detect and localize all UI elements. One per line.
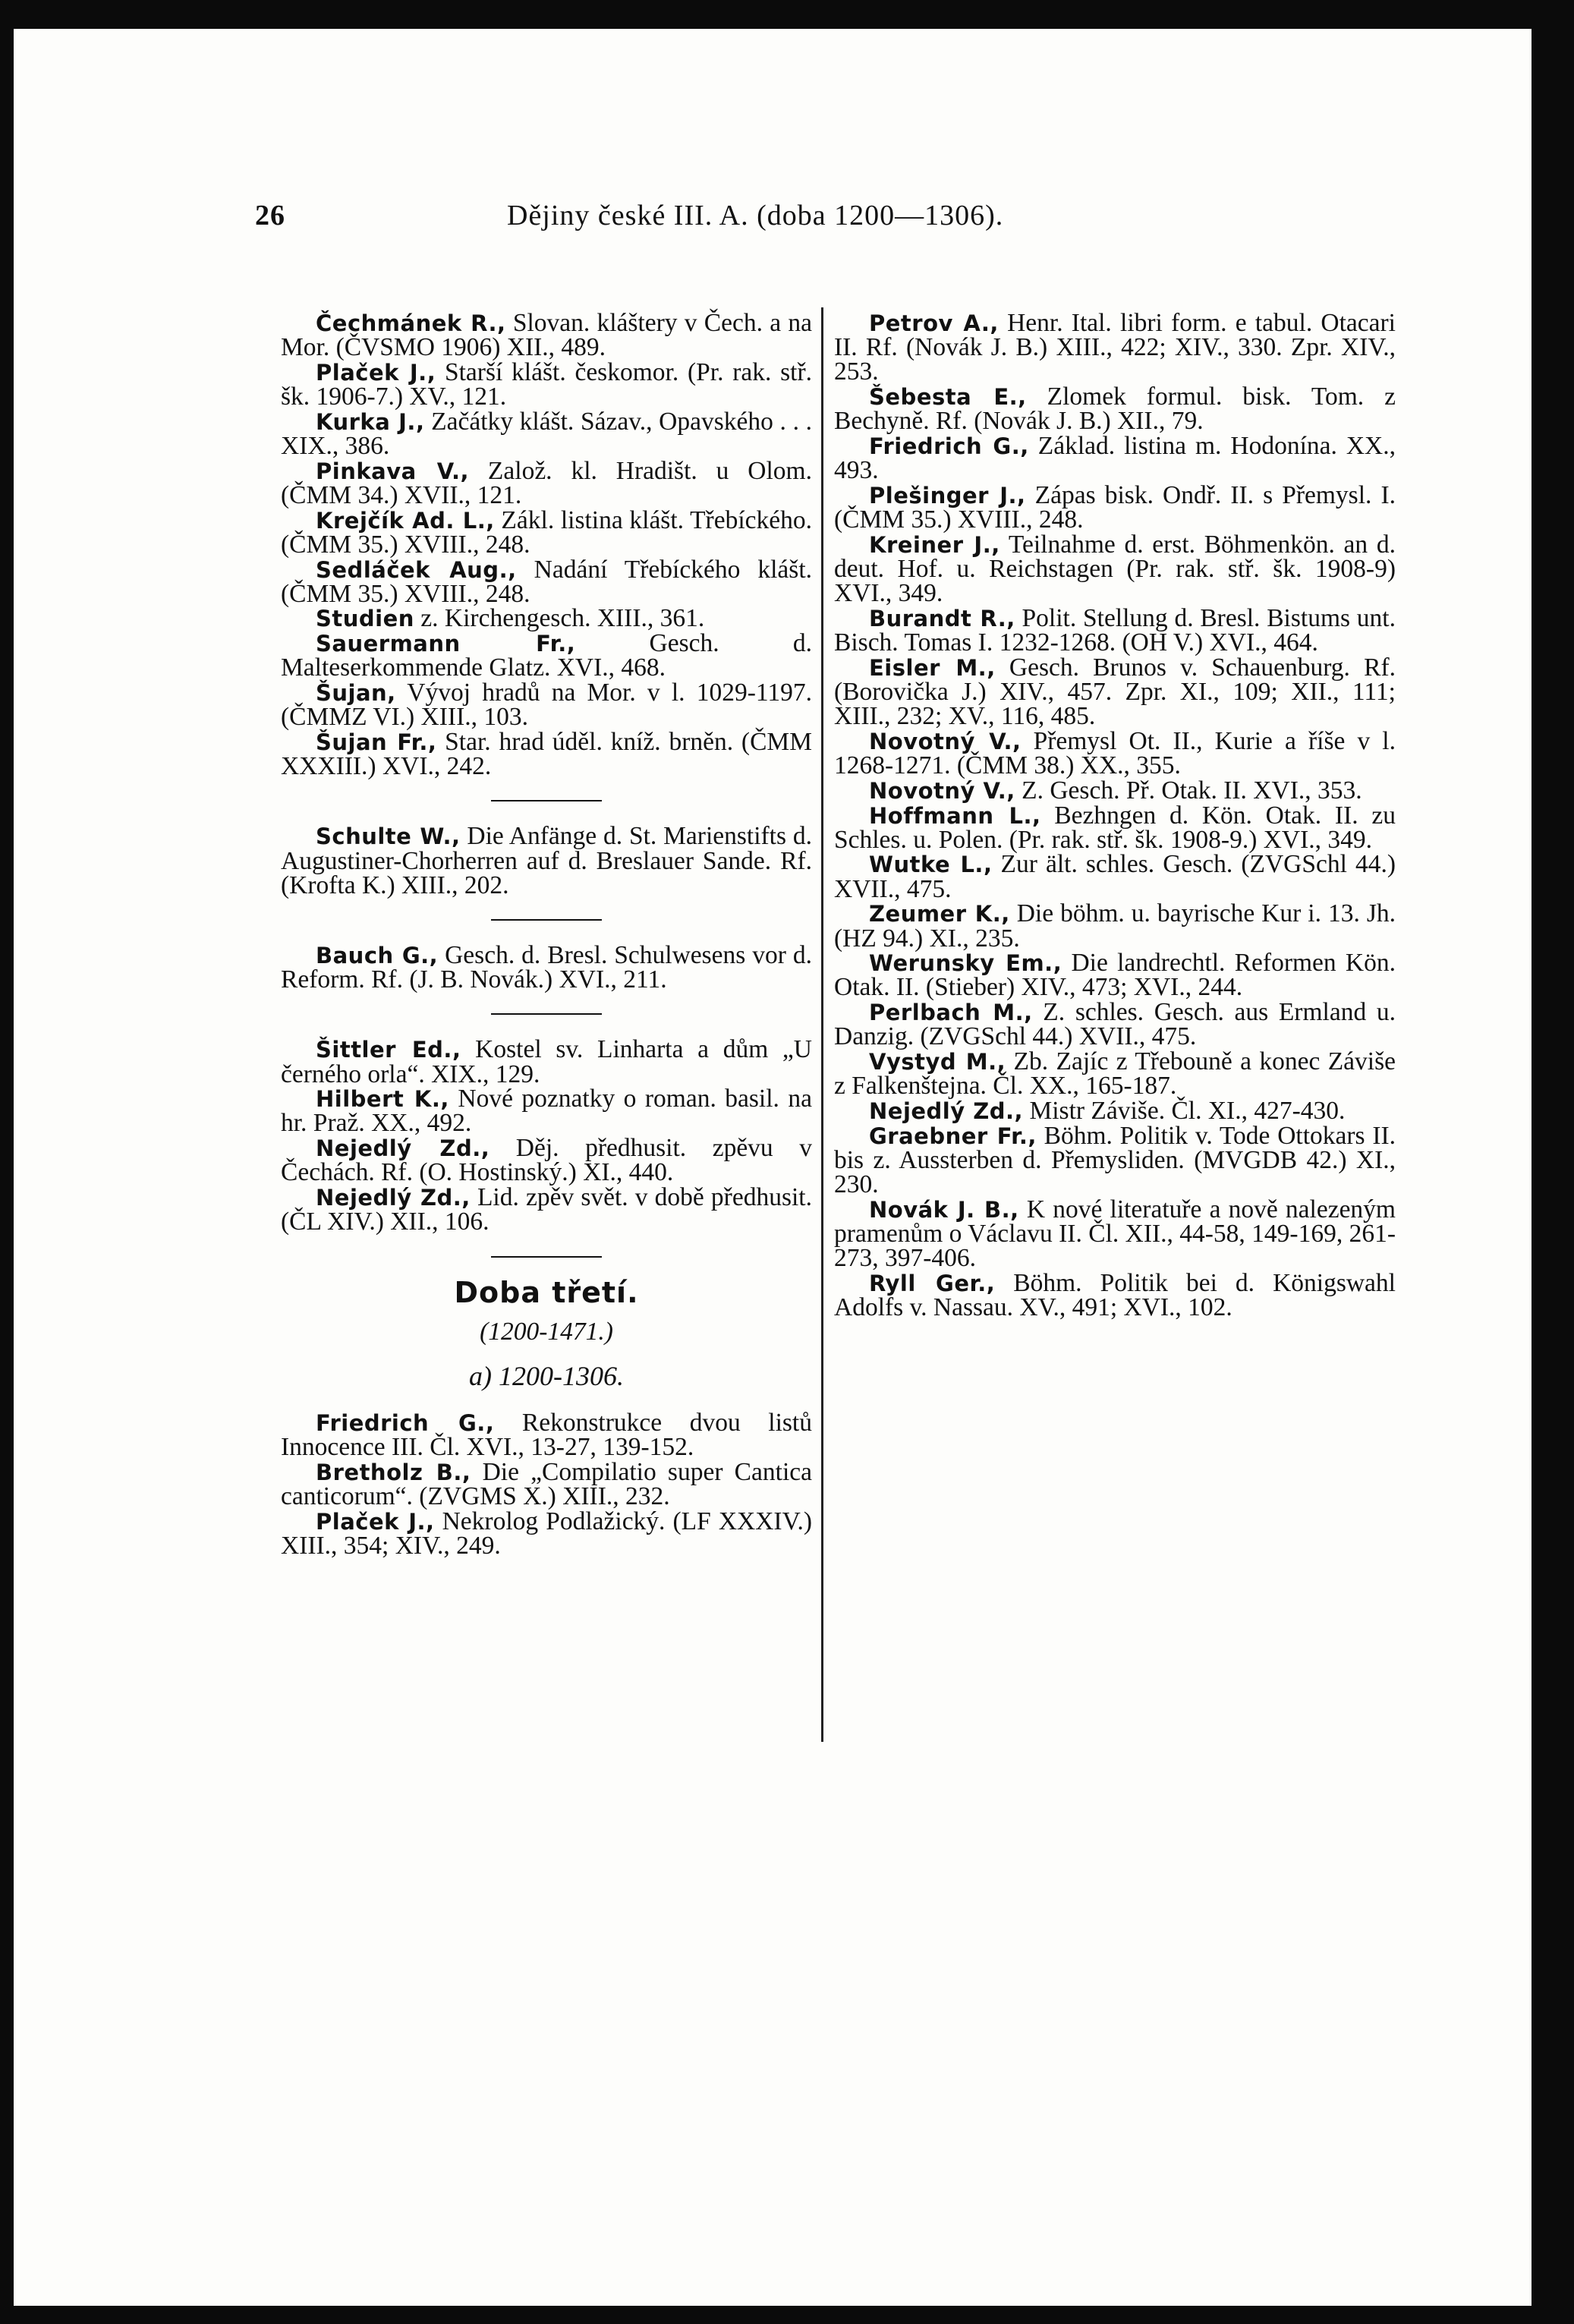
entry-text: Nekrolog Podlažický. (LF XXXIV.) XIII., 354; XIV., 249.: [281, 1507, 812, 1560]
entry-text: K nové literatuře a nově nalezeným pramenům o Václavu II. Čl. XII., 44-58, 149-169, 261-273, 397-406.: [834, 1195, 1396, 1273]
entry-text: Die „Compilatio super Cantica canticorum“. (ZVGMS X.) XIII., 232.: [281, 1458, 812, 1511]
entry-text: Zur ält. schles. Gesch. (ZVGSchl 44.) XVII., 475.: [834, 850, 1396, 903]
bibliography-entry: [281, 311, 812, 360]
bibliography-entry: [834, 801, 1396, 854]
column-divider: [821, 307, 823, 1742]
bibliography-entry: [834, 603, 1396, 657]
entry-text: Lid. zpěv svět. v době předhusit. (ČL XIV.) XII., 106.: [281, 1183, 812, 1236]
author-name: Perlbach M.,: [869, 1000, 1033, 1026]
bibliography-entry: [834, 726, 1396, 780]
bibliography-entry: [281, 824, 812, 898]
author-name: Šebesta E.,: [869, 384, 1027, 411]
right-column: [834, 311, 1396, 1321]
author-name: Krejčík Ad. L.,: [316, 507, 495, 534]
bibliography-entry: [281, 505, 812, 559]
bibliography-entry: [281, 1035, 812, 1088]
section-title: Doba třetí.: [454, 1275, 639, 1309]
entry-group-right: [834, 311, 1396, 1320]
bibliography-entry: [834, 852, 1396, 901]
author-name: Friedrich G.,: [316, 1410, 495, 1437]
entry-text: Böhm. Politik v. Tode Ottokars II. bis z. Aussterben d. Přemysliden. (MVGDB 42.) XI., 230.: [834, 1121, 1396, 1199]
entry-text: Gesch. d. Bresl. Schulwesens vor d. Reform. Rf. (J. B. Novák.) XVI., 211.: [281, 940, 812, 994]
entry-group-4: [281, 1035, 812, 1236]
author-name: Studien: [316, 606, 414, 632]
bibliography-entry: [834, 1047, 1396, 1101]
author-name: Plešinger J.,: [869, 482, 1026, 509]
author-name: Pinkava V.,: [316, 458, 470, 484]
entry-text: z. Kirchengesch. XIII., 361.: [414, 604, 705, 633]
author-name: Friedrich G.,: [869, 433, 1029, 460]
author-name: Zeumer K.,: [869, 901, 1010, 927]
entry-text: Zlomek formul. bisk. Tom. z Bechyně. Rf. (Novák J. B.) XII., 79.: [834, 383, 1396, 436]
author-name: Vystyd M.,: [869, 1049, 1006, 1075]
bibliography-entry: [834, 311, 1396, 385]
entry-text: Přemysl Ot. II., Kurie a říše v l. 1268-1271. (ČMM 38.) XX., 355.: [834, 726, 1396, 780]
author-name: Hoffmann L.,: [869, 802, 1041, 829]
bibliography-entry: [834, 530, 1396, 608]
author-name: Plaček J.,: [316, 1508, 435, 1535]
bibliography-entry: [281, 407, 812, 461]
author-name: Kreiner J.,: [869, 531, 1000, 558]
entry-text: Teilnahme d. erst. Böhmenkön. an d. deut. Hof. u. Reichstagen (Pr. rak. stř. šk. 1908-9) XVI., 349.: [834, 530, 1396, 608]
entry-group-2: [281, 824, 812, 898]
bibliography-entry: [281, 1507, 812, 1560]
page-number: 26: [255, 200, 285, 231]
author-name: Nejedlý Zd.,: [869, 1098, 1024, 1124]
entry-text: Gesch. Brunos v. Schauenburg. Rf. (Borovička J.) XIV., 457. Zpr. XI., 109; XII., 111; XIII., 232; XV., 116, 485.: [834, 653, 1396, 731]
entry-text: Vývoj hradů na Mor. v l. 1029-1197. (ČMMZ VI.) XIII., 103.: [281, 679, 812, 732]
author-name: Wutke L.,: [869, 852, 993, 878]
author-name: Novák J. B.,: [869, 1196, 1019, 1223]
author-name: Bretholz B.,: [316, 1460, 471, 1486]
author-name: Nejedlý Zd.,: [316, 1135, 490, 1162]
author-name: Graebner Fr.,: [869, 1123, 1037, 1149]
bibliography-entry: [281, 456, 812, 509]
entry-text: Die landrechtl. Reformen Kön. Otak. II. (Stieber) XIV., 473; XVI., 244.: [834, 949, 1396, 1002]
bibliography-entry: [834, 653, 1396, 731]
bibliography-entry: [834, 383, 1396, 436]
entry-text: Rekonstrukce dvou listů Innocence III. Čl. XVI., 13-27, 139-152.: [281, 1409, 812, 1462]
entry-text: Gesch. d. Malteserkommende Glatz. XVI., 468.: [281, 629, 812, 682]
entry-text: Die böhm. u. bayrische Kur i. 13. Jh. (HZ 94.) XI., 235.: [834, 899, 1396, 953]
author-name: Eisler M.,: [869, 654, 996, 681]
page-header: [255, 199, 1572, 244]
bibliography-entry: [281, 1136, 812, 1185]
bibliography-entry: [834, 899, 1396, 953]
bibliography-entry: [834, 1099, 1396, 1123]
entry-text: Zb. Zajíc z Třebouně a konec Záviše z Falkenštejna. Čl. XX., 165-187.: [834, 1047, 1396, 1101]
entry-text: Kostel sv. Linharta a dům „U černého orla“. XIX., 129.: [281, 1035, 812, 1088]
author-name: Plaček J.,: [316, 359, 436, 386]
left-column: [281, 311, 812, 1559]
entry-text: Děj. předhusit. zpěvu v Čechách. Rf. (O. Hostinský.) XI., 440.: [281, 1134, 812, 1187]
separator-rule: [491, 800, 602, 801]
bibliography-entry: [281, 1085, 812, 1138]
bibliography-entry: [834, 1121, 1396, 1199]
bibliography-entry: [834, 1195, 1396, 1273]
bibliography-entry: [281, 555, 813, 608]
author-name: Bauch G.,: [316, 942, 439, 968]
bibliography-entry: [281, 727, 812, 781]
entry-text: Star. hrad úděl. kníž. brněn. (ČMM XXXIII.) XVI., 242.: [281, 727, 812, 781]
author-name: Ryll Ger.,: [869, 1270, 996, 1296]
author-name: Petrov A.,: [869, 310, 999, 336]
entry-text: Mistr Záviše. Čl. XI., 427-430.: [1023, 1097, 1346, 1125]
author-name: Burandt R.,: [869, 605, 1015, 631]
running-title: Dějiny české III. A. (doba 1200—1306).: [507, 200, 1004, 231]
bibliography-entry: [281, 357, 812, 411]
entry-text: Bezhngen d. Kön. Otak. II. zu Schles. u. Polen. (Pr. rak. stř. šk. 1908-9.) XVI., 349.: [834, 801, 1396, 854]
author-name: Kurka J.,: [316, 408, 425, 435]
author-name: Schulte W.,: [316, 823, 461, 850]
bibliography-entry: [281, 1183, 812, 1236]
entry-text: Základ. listina m. Hodonína. XX., 493.: [834, 432, 1396, 485]
author-name: Šittler Ed.,: [316, 1037, 461, 1063]
bibliography-entry: [281, 679, 812, 732]
entry-text: Böhm. Politik bei d. Königswahl Adolfs v. Nassau. XV., 491; XVI., 102.: [834, 1268, 1396, 1322]
entry-text: Z. Gesch. Př. Otak. II. XVI., 353.: [1015, 776, 1362, 805]
entry-group-1: [281, 311, 812, 779]
bibliography-entry: [281, 1460, 812, 1509]
entry-text: Založ. kl. Hradišt. u Olom. (ČMM 34.) XVII., 121.: [281, 456, 812, 509]
separator-rule: [491, 1256, 602, 1258]
entry-text: Nové poznatky o roman. basil. na hr. Praž. XX., 492.: [281, 1085, 812, 1138]
bibliography-entry: [281, 631, 812, 680]
author-name: Nejedlý Zd.,: [316, 1185, 471, 1211]
entry-text: Začátky klášt. Sázav., Opavského . . . XIX., 386.: [281, 407, 812, 461]
entry-group-5: [281, 1411, 812, 1558]
entry-text: Polit. Stellung d. Bresl. Bistums unt. Bisch. Tomas I. 1232-1268. (OH V.) XVI., 464.: [834, 603, 1396, 657]
author-name: Novotný V.,: [869, 728, 1022, 754]
author-name: Novotný V.,: [869, 777, 1015, 804]
entry-group-3: [281, 940, 812, 994]
bibliography-entry: [834, 480, 1396, 534]
bibliography-entry: [834, 1000, 1396, 1049]
subsection-heading: a) 1200-1306.: [469, 1360, 624, 1391]
author-name: Čechmánek R.,: [316, 310, 506, 336]
entry-text: Z. schles. Gesch. aus Ermland u. Danzig. (ZVGSchl 44.) XVII., 475.: [834, 998, 1396, 1051]
bibliography-entry: [281, 1411, 812, 1460]
separator-rule: [491, 919, 602, 921]
entry-text: Starší klášt. českomor. (Pr. rak. stř. šk. 1906-7.) XV., 121.: [281, 357, 812, 411]
bibliography-entry: [281, 606, 812, 631]
bibliography-entry: [834, 951, 1396, 1000]
bibliography-entry: [834, 1268, 1396, 1322]
separator-rule: [491, 1013, 602, 1015]
section-years: (1200-1471.): [480, 1317, 613, 1346]
author-name: Werunsky Em.,: [869, 950, 1062, 977]
entry-text: Die Anfänge d. St. Marienstifts d. Augustiner-Chorherren auf d. Breslauer Sande. Rf. (Krofta K.) XIII., 202.: [281, 822, 813, 899]
bibliography-entry: [281, 940, 812, 994]
entry-text: Nadání Třebíckého klášt. (ČMM 35.) XVIII., 248.: [281, 555, 813, 608]
author-name: Hilbert K.,: [316, 1086, 449, 1113]
entry-text: Zápas bisk. Ondř. II. s Přemysl. I. (ČMM 35.) XVIII., 248.: [834, 480, 1396, 534]
author-name: Sedláček Aug.,: [316, 556, 517, 583]
entry-text: Zákl. listina klášt. Třebíckého. (ČMM 35.) XVIII., 248.: [281, 505, 812, 559]
entry-text: Henr. Ital. libri form. e tabul. Otacari II. Rf. (Novák J. B.) XIII., 422; XIV., 330. Zpr. XIV., 253.: [834, 309, 1396, 386]
author-name: Šujan Fr.,: [316, 729, 437, 755]
author-name: Šujan,: [316, 680, 396, 707]
entry-text: Slovan. kláštery v Čech. a na Mor. (ČVSMO 1906) XII., 489.: [281, 309, 812, 362]
bibliography-entry: [834, 434, 1396, 483]
bibliography-entry: [834, 776, 1396, 805]
author-name: Sauermann Fr.,: [316, 631, 576, 657]
